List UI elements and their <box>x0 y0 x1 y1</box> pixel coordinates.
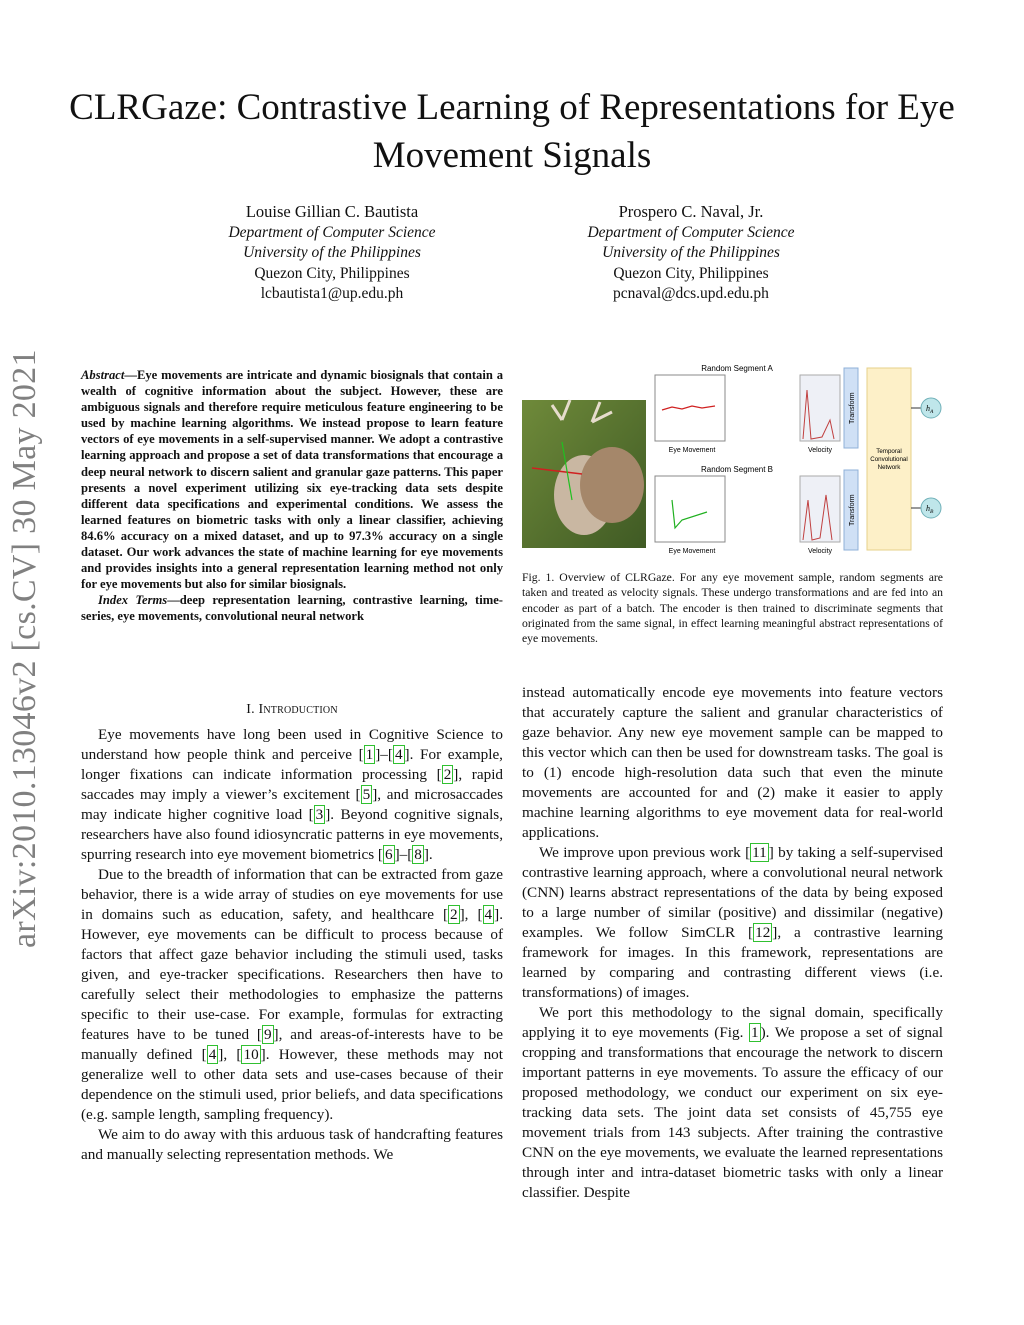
velocity-label-a: Velocity <box>807 447 833 454</box>
author-name: Prospero C. Naval, Jr. <box>618 202 764 221</box>
citation-link[interactable]: 1 <box>365 746 374 763</box>
index-terms-label: Index Terms <box>98 593 168 608</box>
figure-caption: Fig. 1. Overview of CLRGaze. For any eye movement sample, random segments are taken and treated as velocity signals. These undergo transformations and are fed into an encoder as part of a batch. The encoder is then trained to discriminate segments that originated from the same signal, in effect learning meaningful abstract representations of eye movements. <box>522 571 943 646</box>
transform-b-label: Transform <box>849 494 856 526</box>
segment-a-label: Random Segment A <box>701 364 773 373</box>
author-dept: Department of Computer Science <box>587 223 795 241</box>
tcn-label-2: Convolutional <box>870 456 908 463</box>
author-block-2 <box>541 202 841 305</box>
segment-a-panel <box>655 364 840 454</box>
abstract-text: —Eye movements are intricate and dynamic biosignals that contain a wealth of cognitive information about the subject. However, these are ambiguous signals and therefore require meticulous feature engineering to be used by machine learning algorithms. We instead propose to learn feature vectors of eye movements in a self-supervised manner. We adopt a contrastive learning approach and propose a set of data transformations that encourage a deep neural network to discern salient and granular gaze patterns. This paper presents a novel experiment utilizing six eye-tracking data sets despite different data specifications and experimental conditions. We assess the learned features on biometric tasks with only a linear classifier, achieving 84.6% accuracy on a mixed dataset, and up to 97.3% accuracy on a single dataset. Our work advances the state of machine learning for eye movements and provides insights into a general representation learning method not only for eye movements but also for similar biosignals. <box>81 368 503 592</box>
abstract <box>81 367 503 625</box>
segment-b-panel <box>655 465 840 555</box>
citation-link[interactable]: 8 <box>414 846 422 863</box>
tcn-label-1: Temporal <box>876 448 902 455</box>
citation-link[interactable]: 5 <box>362 786 371 803</box>
output-hb <box>911 498 941 518</box>
author-email: lcbautista1@up.edu.ph <box>260 285 404 302</box>
citation-link[interactable]: 11 <box>752 844 767 861</box>
paper-title: CLRGaze: Contrastive Learning of Representations for Eye Movement Signals <box>69 87 955 176</box>
figure-1-diagram <box>522 360 943 560</box>
citation-link[interactable]: 3 <box>315 806 324 823</box>
citation-link[interactable]: 4 <box>208 1046 217 1063</box>
eye-movement-label-b: Eye Movement <box>668 548 716 555</box>
paragraph: instead automatically encode eye movements into feature vectors that accurately capture the salient and granular characteristics of gaze behavior. Any new eye movement sample can be mapped to this vector which can then be used for downstream tasks. The goal is to (1) encode high-resolution data such that even the minute movements are accounted for and (2) make it easier to apply machine learning algorithms to eye movement data for real-world applications. <box>522 684 943 841</box>
segment-b-label: Random Segment B <box>700 465 774 474</box>
citation-link[interactable]: 6 <box>384 846 393 863</box>
figure-1 <box>522 360 943 560</box>
velocity-label-b: Velocity <box>807 548 833 555</box>
citation-link[interactable]: 10 <box>243 1046 259 1063</box>
paragraph: We port this methodology to the signal domain, specifically applying it to eye movements (Fig. 1 ). We propose a set of signal cropping and transformations that encourage the network to discern important patterns in eye movements. To assure the efficacy of our proposed methodology, we conduct our experiment on six eye-tracking data sets. The joint data set consists of 45,755 eye movement trials from 143 subjects. After training the contrastive CNN on the eye movements, we evaluate the learned representations through inter and intra-dataset biometric tasks with only a linear classifier. Despite <box>522 1004 943 1201</box>
author-email: pcnaval@dcs.upd.edu.ph <box>613 285 769 302</box>
paragraph: Due to the breadth of information that can be extracted from gaze behavior, there is a wide array of studies on eye movements for use in domains such as education, safety, and healthcare [ 2 ], [ 4 ]. However, eye movements can be difficult to process because of factors that affect gaze behavior including the stimuli used, tasks given, and eye-tracker specifications. Researchers then have to carefully select their methodologies to emphasize the patterns specific to their use-case. For example, formulas for extracting features have to be tuned [ 9 ], and areas-of-interests have to be manually defined [ 4 ], [ 10 ]. However, these methods may not generalize well to other data sets and use-cases because of their dependence on the stimuli used, prior beliefs, and data specifications (e.g. sample length, sampling frequency). <box>81 866 503 1123</box>
author-dept: Department of Computer Science <box>228 223 436 241</box>
deer-photo <box>522 400 646 548</box>
hb-label: $h_B$ <box>926 504 934 515</box>
index-terms-text: —deep representation learning, contrastive learning, time-series, eye movements, convolutional neural network <box>81 593 503 624</box>
transform-a-label: Transform <box>849 392 856 424</box>
author-block-1 <box>182 202 482 305</box>
transform-a-block <box>844 368 858 448</box>
paragraph: We improve upon previous work [ 11 ] by taking a self-supervised contrastive learning approach, where a convolutional neural network (CNN) learns abstract representations of the data by being exposed to a large number of similar (positive) and dissimilar (negative) examples. We follow SimCLR [ 12 ], a contrastive learning framework for images. In this framework, representations are learned by comparing and contrasting different views (i.e. transformations) of images. <box>522 844 943 1001</box>
author-location: Quezon City, Philippines <box>613 264 769 282</box>
author-univ: University of the Philippines <box>243 244 421 261</box>
citation-link[interactable]: 12 <box>755 924 771 941</box>
paragraph: Eye movements have long been used in Cognitive Science to understand how people think and perceive [ 1 ]–[ 4 ]. For example, longer fixations can indicate information processing [ 2 ], rapid saccades may imply a viewer’s excitement [ 5 ], and microsaccades may indicate higher cognitive load [ 3 ]. Beyond cognitive signals, researchers have also found idiosyncratic patterns in eye movements, spurring research into eye movement biometrics [ 6 ]–[ 8 ]. <box>81 726 504 863</box>
paragraph: We aim to do away with this arduous task of handcrafting features and manually selecting representation methods. We <box>81 1126 503 1163</box>
abstract-label: Abstract <box>81 368 125 382</box>
tcn-block <box>867 368 911 550</box>
citation-link[interactable]: 4 <box>484 906 493 923</box>
section-title: Introduction <box>258 702 338 717</box>
right-column-body <box>522 683 943 1203</box>
left-column-body <box>81 700 503 1165</box>
section-heading <box>81 700 503 720</box>
author-location: Quezon City, Philippines <box>254 264 410 282</box>
section-number: I. <box>246 702 255 717</box>
figure-link[interactable]: 1 <box>750 1024 759 1041</box>
eye-movement-label-a: Eye Movement <box>668 447 716 454</box>
arxiv-watermark: arXiv:2010.13046v2 [cs.CV] 30 May 2021 <box>6 349 43 948</box>
author-name: Louise Gillian C. Bautista <box>245 202 419 221</box>
citation-link[interactable]: 2 <box>443 766 452 783</box>
citation-link[interactable]: 9 <box>263 1026 272 1043</box>
citation-link[interactable]: 4 <box>394 746 403 763</box>
ha-label: $h_A$ <box>926 404 934 415</box>
transform-b-block <box>844 470 858 550</box>
citation-link[interactable]: 2 <box>450 906 458 923</box>
tcn-label-3: Network <box>877 464 901 471</box>
output-ha <box>911 398 941 418</box>
author-univ: University of the Philippines <box>602 244 780 261</box>
